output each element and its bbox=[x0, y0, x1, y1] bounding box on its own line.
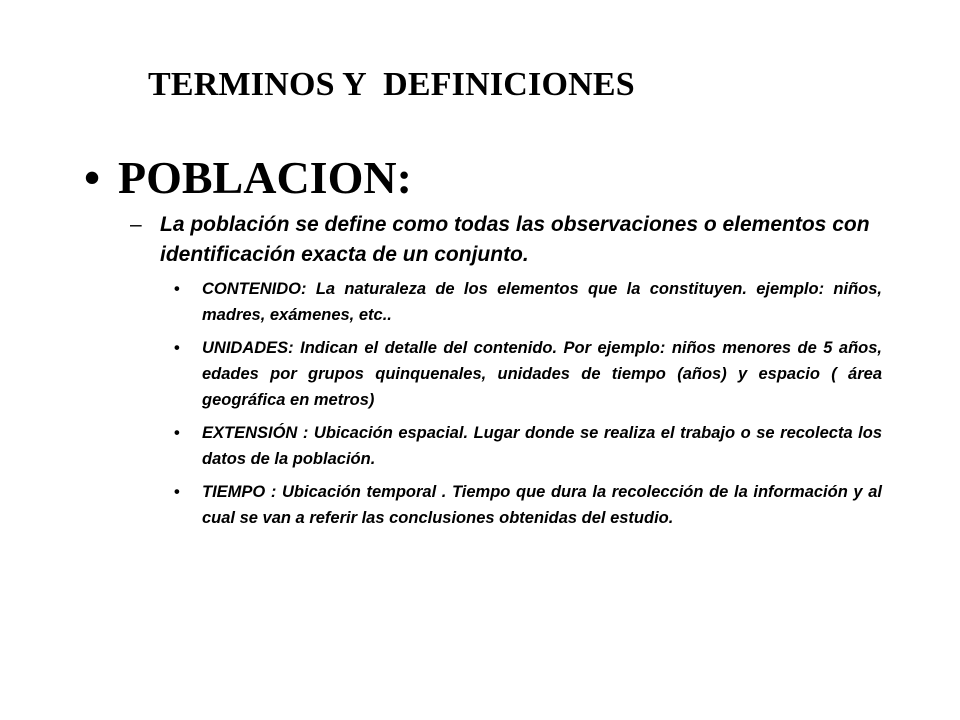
bullet-icon: • bbox=[84, 152, 101, 203]
detail-list bbox=[174, 276, 882, 538]
list-item-contenido bbox=[174, 276, 882, 328]
bullet-icon: • bbox=[174, 424, 180, 442]
definition-text: La población se define como todas las observaciones o elementos con identificación exacta de un conjunto. bbox=[160, 213, 870, 266]
slide-title: TERMINOS Y DEFINICIONES bbox=[148, 66, 635, 103]
heading-label: POBLACION: bbox=[118, 152, 412, 203]
list-item-text: CONTENIDO: La naturaleza de los elementos que la constituyen. ejemplo: niños, madres, exámenes, etc.. bbox=[202, 280, 882, 324]
list-item-extension bbox=[174, 420, 882, 472]
bullet-icon: • bbox=[174, 339, 180, 357]
dash-bullet-icon: – bbox=[130, 213, 142, 236]
list-item-tiempo bbox=[174, 479, 882, 531]
list-item-unidades bbox=[174, 335, 882, 413]
heading-bullet-item bbox=[84, 150, 884, 206]
definition-item bbox=[130, 210, 882, 270]
list-item-text: EXTENSIÓN : Ubicación espacial. Lugar donde se realiza el trabajo o se recolecta los datos de la población. bbox=[202, 424, 882, 468]
list-item-text: TIEMPO : Ubicación temporal . Tiempo que dura la recolección de la información y al cual se van a referir las conclusiones obtenidas del estudio. bbox=[202, 483, 882, 527]
list-item-text: UNIDADES: Indican el detalle del contenido. Por ejemplo: niños menores de 5 años, edades por grupos quinquenales, unidades de tiempo (años) y espacio ( área geográfica en metros) bbox=[202, 339, 882, 409]
bullet-icon: • bbox=[174, 280, 180, 298]
bullet-icon: • bbox=[174, 483, 180, 501]
